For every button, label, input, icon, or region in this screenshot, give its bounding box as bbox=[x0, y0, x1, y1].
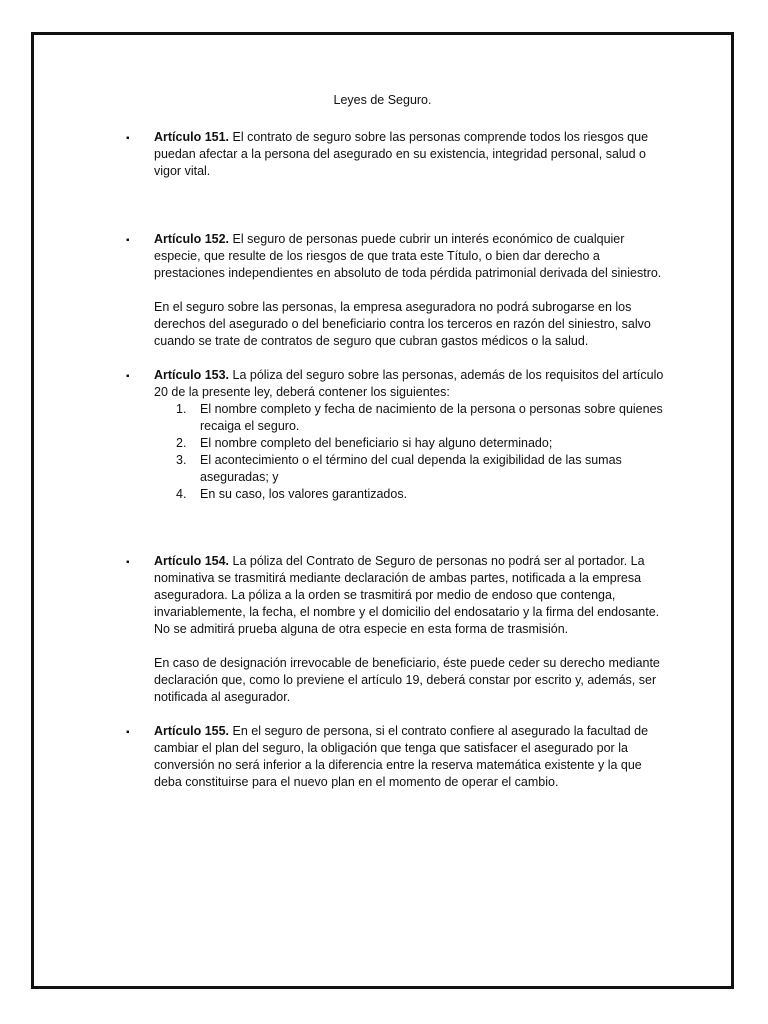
list-item bbox=[154, 401, 669, 435]
bullet-icon: ▪ bbox=[126, 727, 130, 738]
bullet-icon: ▪ bbox=[126, 133, 130, 144]
document-page bbox=[31, 32, 734, 989]
article-number: Artículo 155. bbox=[154, 724, 230, 738]
list-item bbox=[154, 435, 669, 452]
article-text: El contrato de seguro sobre las personas comprende todos los riesgos que puedan afectar a la persona del asegurado en su existencia, integridad personal, salud o vigor vital. bbox=[154, 130, 649, 178]
list-item-number: 1. bbox=[176, 402, 187, 416]
article-number: Artículo 154. bbox=[154, 554, 230, 568]
article-151 bbox=[124, 129, 669, 180]
bullet-icon: ▪ bbox=[126, 371, 130, 382]
list-item-text: El nombre completo y fecha de nacimiento de la persona o personas sobre quienes recaiga el seguro. bbox=[200, 402, 663, 433]
list-item-text: El acontecimiento o el término del cual dependa la exigibilidad de las sumas aseguradas; y bbox=[200, 453, 622, 484]
article-paragraph: En caso de designación irrevocable de beneficiario, éste puede ceder su derecho mediante declaración que, como lo previene el artículo 19, deberá constar por escrito y, además, ser notificada al asegurador. bbox=[154, 656, 660, 704]
list-item-text: En su caso, los valores garantizados. bbox=[200, 487, 408, 501]
requirements-list bbox=[154, 401, 669, 503]
document-title: Leyes de Seguro. bbox=[333, 93, 432, 107]
article-number: Artículo 151. bbox=[154, 130, 230, 144]
article-text: En el seguro de persona, si el contrato confiere al asegurado la facultad de cambiar el plan del seguro, la obligación que tenga que satisfacer el asegurado por la conversión no será inferior a la diferencia entre la reserva matemática existente y la que deba constituirse para el nuevo plan en el momento de operar el cambio. bbox=[154, 724, 649, 789]
bullet-icon: ▪ bbox=[126, 235, 130, 246]
bullet-icon: ▪ bbox=[126, 557, 130, 568]
article-155 bbox=[124, 723, 669, 791]
article-153 bbox=[124, 367, 669, 503]
article-paragraph: En el seguro sobre las personas, la empresa aseguradora no podrá subrogarse en los derechos del asegurado o del beneficiario contra los terceros en razón del siniestro, salvo cuando se trate de contratos de seguro que cubran gastos médicos o la salud. bbox=[154, 300, 651, 348]
list-item-text: El nombre completo del beneficiario si hay alguno determinado; bbox=[200, 436, 553, 450]
article-text: La póliza del Contrato de Seguro de personas no podrá ser al portador. La nominativa se trasmitirá mediante declaración de ambas partes, notificada a la empresa aseguradora. La póliza a la orden se trasmitirá por medio de endoso que contenga, invariablemente, la fecha, el nombre y el domicilio del endosatario y la firma del endosante. No se admitirá prueba alguna de otra especie en esta forma de trasmisión. bbox=[154, 554, 660, 636]
document-body bbox=[124, 129, 669, 791]
article-152 bbox=[124, 231, 669, 282]
list-item bbox=[154, 452, 669, 486]
list-item bbox=[154, 486, 669, 503]
list-item-number: 2. bbox=[176, 436, 187, 450]
article-number: Artículo 153. bbox=[154, 368, 230, 382]
article-text: El seguro de personas puede cubrir un interés económico de cualquier especie, que resulte de los riesgos de que trata este Título, o bien dar derecho a prestaciones independientes en absoluto de toda pérdida patrimonial derivada del siniestro. bbox=[154, 232, 662, 280]
article-text: La póliza del seguro sobre las personas, además de los requisitos del artículo 20 de la presente ley, deberá contener los siguientes: bbox=[154, 368, 664, 399]
list-item-number: 3. bbox=[176, 453, 187, 467]
article-number: Artículo 152. bbox=[154, 232, 230, 246]
list-item-number: 4. bbox=[176, 487, 187, 501]
article-154 bbox=[124, 553, 669, 638]
